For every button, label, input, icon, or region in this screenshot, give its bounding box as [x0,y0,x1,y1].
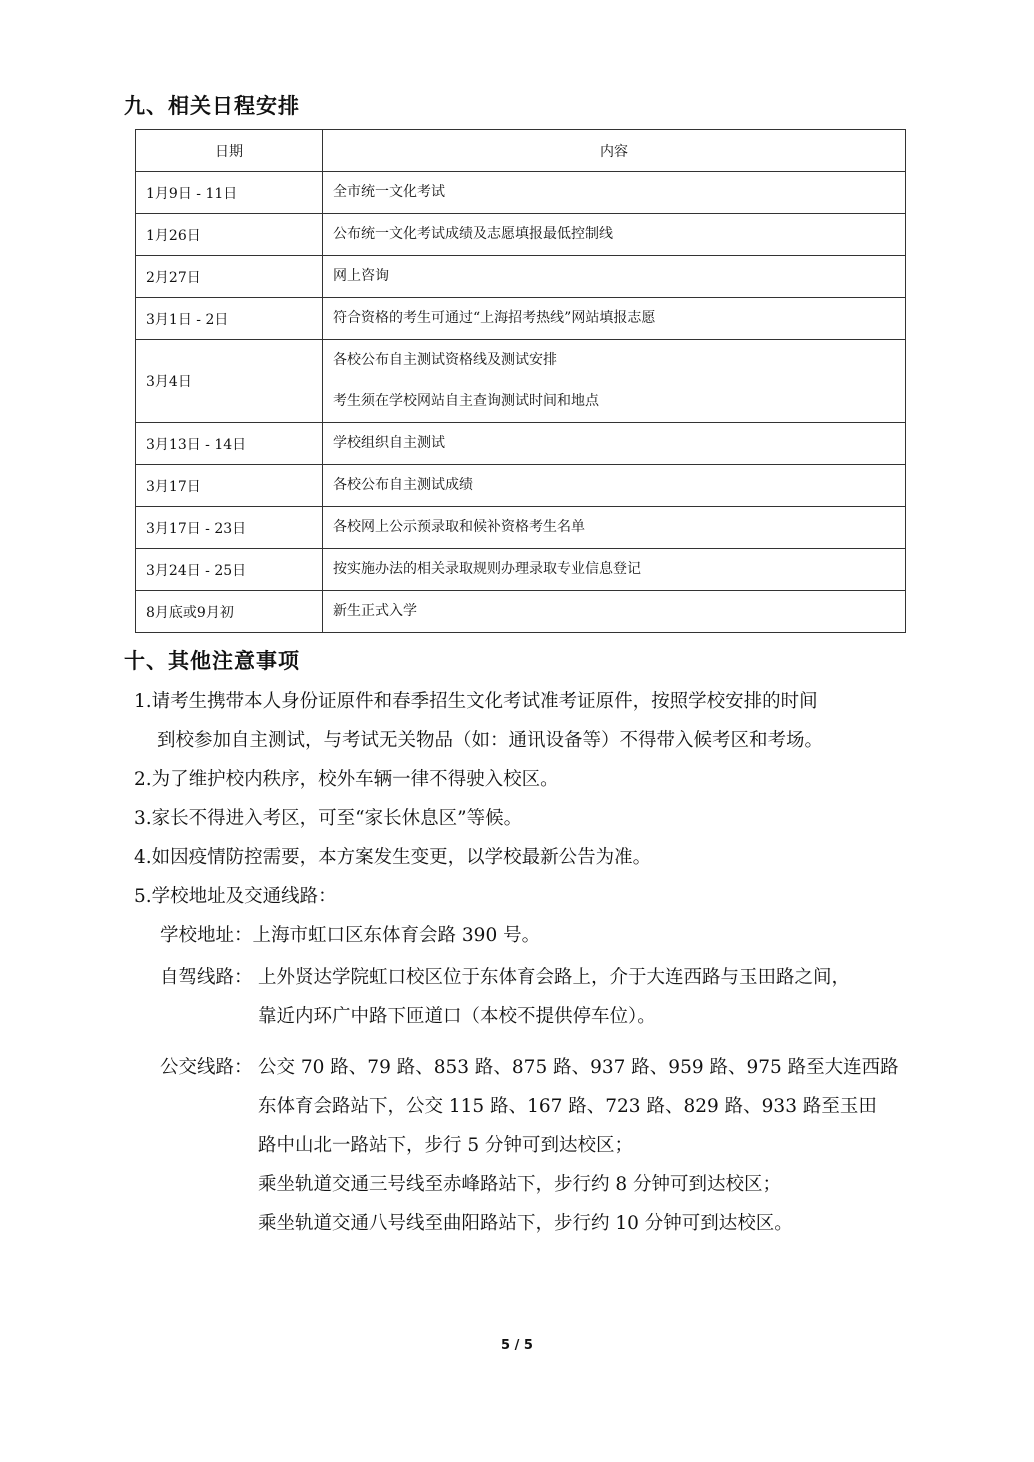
content-cell [323,340,906,423]
content-cell [323,298,906,340]
bus-route-line: 东体育会路站下，公交 115 路、167 路、723 路、829 路、933 路至玉田 [258,1096,877,1117]
item-text: 如因疫情防控需要，本方案发生变更，以学校最新公告为准。 [151,847,652,868]
section-9-heading: 九、相关日程安排 [124,94,300,118]
content-line: 新生正式入学 [333,603,417,619]
item-continuation: 到校参加自主测试，与考试无关物品（如：通讯设备等）不得带入候考区和考场。 [157,730,824,751]
content-line: 公布统一文化考试成绩及志愿填报最低控制线 [333,226,613,242]
content-cell [323,465,906,507]
content-line: 符合资格的考生可通过“上海招考热线”网站填报志愿 [333,310,656,326]
item-text: 为了维护校内秩序，校外车辆一律不得驶入校区。 [151,769,559,790]
content-line: 按实施办法的相关录取规则办理录取专业信息登记 [333,561,641,577]
content-cell [323,214,906,256]
schedule-table [135,129,906,633]
date-cell: 3月17日 - 23日 [136,507,323,549]
table-row [136,214,906,256]
item-number: 3. [134,808,152,829]
table-row [136,507,906,549]
item-number: 1. [134,691,152,712]
content-line: 考生须在学校网站自主查询测试时间和地点 [333,393,599,409]
table-row [136,340,906,423]
content-cell [323,423,906,465]
content-cell [323,507,906,549]
content-line: 学校组织自主测试 [333,435,445,451]
date-cell: 3月24日 - 25日 [136,549,323,591]
date-cell: 3月1日 - 2日 [136,298,323,340]
bus-route-line: 乘坐轨道交通八号线至曲阳路站下，步行约 10 分钟可到达校区。 [258,1213,793,1234]
item-number: 2. [134,769,152,790]
bus-route-line: 公交 70 路、79 路、853 路、875 路、937 路、959 路、975 路至大连西路 [258,1057,899,1078]
table-row [136,256,906,298]
item-number: 5. [134,886,152,907]
content-line: 网上咨询 [333,268,389,284]
list-item [134,839,651,877]
table-row [136,172,906,214]
content-line: 各校公布自主测试资格线及测试安排 [333,352,557,368]
drive-route-line: 靠近内环广中路下匝道口（本校不提供停车位）。 [258,1006,656,1027]
list-item [134,761,559,799]
content-column-header: 内容 [323,130,906,172]
content-line: 各校公布自主测试成绩 [333,477,473,493]
date-cell: 3月17日 [136,465,323,507]
list-item [134,878,337,916]
table-row [136,591,906,633]
table-row [136,298,906,340]
table-row [136,465,906,507]
item-text: 学校地址及交通线路： [151,886,337,907]
bus-route-line: 路中山北一路站下，步行 5 分钟可到达校区； [258,1135,634,1156]
date-cell: 2月27日 [136,256,323,298]
date-cell: 8月底或9月初 [136,591,323,633]
drive-route-line: 上外贤达学院虹口校区位于东体育会路上，介于大连西路与玉田路之间， [258,967,851,988]
content-cell [323,549,906,591]
table-row [136,549,906,591]
address-text: 上海市虹口区东体育会路 390 号。 [252,925,541,946]
content-line: 全市统一文化考试 [333,184,445,200]
bus-route-line: 乘坐轨道交通三号线至赤峰路站下，步行约 8 分钟可到达校区； [258,1174,782,1195]
address-line [160,917,540,955]
drive-route-label: 自驾线路： [160,967,253,988]
date-cell: 1月26日 [136,214,323,256]
table-row [136,423,906,465]
table-header-row [136,130,906,172]
content-cell [323,591,906,633]
section-10-heading: 十、其他注意事项 [124,649,300,673]
content-cell [323,172,906,214]
list-item [134,800,522,838]
date-column-header: 日期 [136,130,323,172]
item-text: 家长不得进入考区，可至“家长休息区”等候。 [151,808,523,829]
content-cell [323,256,906,298]
item-text: 请考生携带本人身份证原件和春季招生文化考试准考证原件，按照学校安排的时间 [151,691,818,712]
date-cell: 3月13日 - 14日 [136,423,323,465]
bus-route-label: 公交线路： [160,1057,253,1078]
page-number: 5 / 5 [501,1338,533,1353]
content-line: 各校网上公示预录取和候补资格考生名单 [333,519,585,535]
list-item [134,683,818,721]
address-label: 学校地址： [160,925,253,946]
item-number: 4. [134,847,152,868]
date-cell: 3月4日 [136,340,323,423]
date-cell: 1月9日 - 11日 [136,172,323,214]
